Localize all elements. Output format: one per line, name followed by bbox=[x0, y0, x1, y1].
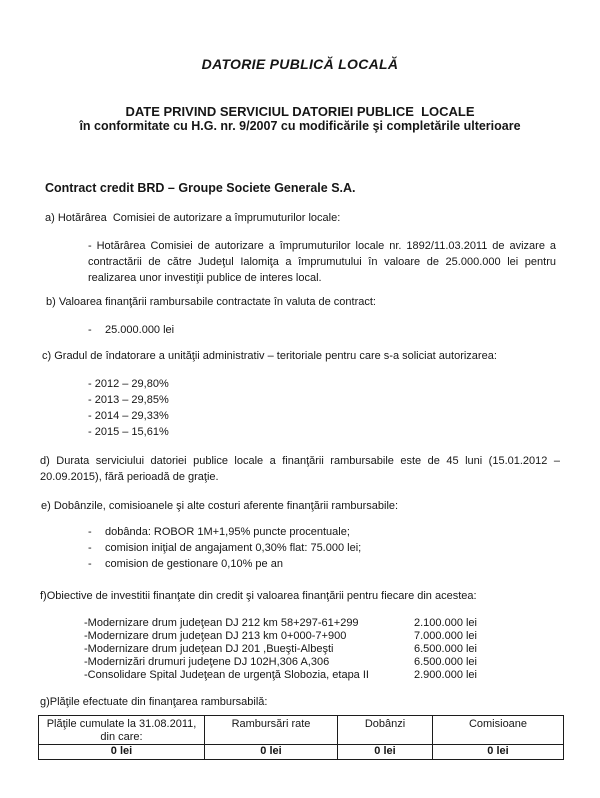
investment-amount: 6.500.000 lei bbox=[414, 656, 477, 668]
debt-ratio-2012: - 2012 – 29,80% bbox=[88, 378, 169, 390]
value-cell-dobanzi: 0 lei bbox=[338, 745, 433, 760]
investment-amount: 2.100.000 lei bbox=[414, 617, 477, 629]
header-cell-rambursari-rate: Rambursări rate bbox=[205, 716, 338, 745]
section-a-line-2: contractării de către Judeţul Ialomiţa a împrumutului în valoare de 25.000.000 lei pentru bbox=[88, 256, 556, 268]
subtitle-line-1: DATE PRIVIND SERVICIUL DATORIEI PUBLICE LOCALE bbox=[125, 104, 475, 119]
investment-name: -Consolidare Spital Judeţean de urgenţă Slobozia, etapa II bbox=[84, 669, 369, 681]
section-b-value: 25.000.000 lei bbox=[105, 324, 175, 336]
investment-name: -Modernizare drum judeţean DJ 212 km 58+297-61+299 bbox=[84, 617, 359, 629]
investment-amount: 2.900.000 lei bbox=[414, 669, 477, 681]
investment-amount: 7.000.000 lei bbox=[414, 630, 477, 642]
section-b-label: b) Valoarea finanţării rambursabile contractate în valuta de contract: bbox=[46, 296, 376, 308]
section-c-label: c) Gradul de îndatorare a unităţii administrativ – teritoriale pentru care s-a soliciat autorizarea: bbox=[42, 350, 497, 362]
section-f-label: f)Obiective de investitii finanţate din credit şi valoarea finanţării pentru fiecare din acestea: bbox=[40, 590, 477, 602]
investment-list bbox=[0, 617, 600, 682]
investment-amount: 6.500.000 lei bbox=[414, 643, 477, 655]
section-a-paragraph bbox=[88, 238, 556, 286]
section-d-line-1: d) Durata serviciului datoriei publice locale a finanţării rambursabile este de 45 luni (15.01.2012 – bbox=[40, 455, 560, 467]
value-cell-comisioane: 0 lei bbox=[433, 745, 564, 760]
section-b-value-row bbox=[88, 324, 600, 336]
cost-item-text: dobânda: ROBOR 1M+1,95% puncte procentuale; bbox=[105, 526, 350, 538]
dash-bullet: - bbox=[88, 542, 92, 554]
investment-row bbox=[84, 669, 600, 682]
section-c-list bbox=[88, 376, 600, 440]
header-cell-dobanzi: Dobânzi bbox=[338, 716, 433, 745]
debt-ratio-2015: - 2015 – 15,61% bbox=[88, 426, 169, 438]
section-e-list bbox=[0, 524, 600, 572]
dash-bullet: - bbox=[88, 558, 92, 570]
cost-item bbox=[88, 556, 600, 572]
investment-row bbox=[84, 630, 600, 643]
dash-bullet: - bbox=[88, 526, 92, 538]
cost-item-text: comision iniţial de angajament 0,30% flat: 75.000 lei; bbox=[105, 542, 362, 554]
investment-row bbox=[84, 643, 600, 656]
subtitle-line-2: în conformitate cu H.G. nr. 9/2007 cu modificările şi completările ulterioare bbox=[79, 119, 521, 133]
header-cell-comisioane: Comisioane bbox=[433, 716, 564, 745]
section-d-paragraph bbox=[40, 453, 560, 485]
section-e-label: e) Dobânzile, comisioanele şi alte costuri aferente finanţării rambursabile: bbox=[41, 500, 399, 512]
investment-row bbox=[84, 617, 600, 630]
payments-table-value-row bbox=[39, 745, 564, 760]
debt-ratio-2013: - 2013 – 29,85% bbox=[88, 394, 169, 406]
document-title: DATORIE PUBLICĂ LOCALĂ bbox=[201, 56, 399, 72]
contract-heading: Contract credit BRD – Groupe Societe Generale S.A. bbox=[45, 181, 356, 195]
cost-item bbox=[88, 524, 600, 540]
dash-bullet: - bbox=[88, 324, 92, 336]
section-a-line-1: - Hotărârea Comisiei de autorizare a împrumuturilor locale nr. 1892/11.03.2011 de avizare a bbox=[88, 240, 556, 252]
investment-name: -Modernizare drum judeţean DJ 201 ,Bueşti-Albeşti bbox=[84, 643, 334, 655]
value-cell-cumulated-payments: 0 lei bbox=[39, 745, 205, 760]
section-d-line-2: 20.09.2015), fără perioadă de graţie. bbox=[40, 471, 219, 483]
section-a-label: a) Hotărârea Comisiei de autorizare a împrumuturilor locale: bbox=[45, 212, 341, 224]
header-cell-cumulated-payments: Plăţile cumulate la 31.08.2011, din care: bbox=[39, 716, 205, 745]
cost-item-text: comision de gestionare 0,10% pe an bbox=[105, 558, 283, 570]
section-g-label: g)Plăţile efectuate din finanţarea rambursabilă: bbox=[40, 696, 268, 708]
section-a-line-3: realizarea unor investiţii publice de interes local. bbox=[88, 272, 322, 284]
debt-ratio-2014: - 2014 – 29,33% bbox=[88, 410, 169, 422]
cost-item bbox=[88, 540, 600, 556]
investment-name: -Modernizări drumuri judeţene DJ 102H,306 A,306 bbox=[84, 656, 330, 668]
investment-name: -Modernizare drum judeţean DJ 213 km 0+000-7+900 bbox=[84, 630, 347, 642]
payments-table bbox=[38, 715, 564, 760]
value-cell-rambursari-rate: 0 lei bbox=[205, 745, 338, 760]
document-subtitle bbox=[0, 104, 600, 134]
payments-table-header-row bbox=[39, 716, 564, 745]
investment-row bbox=[84, 656, 600, 669]
